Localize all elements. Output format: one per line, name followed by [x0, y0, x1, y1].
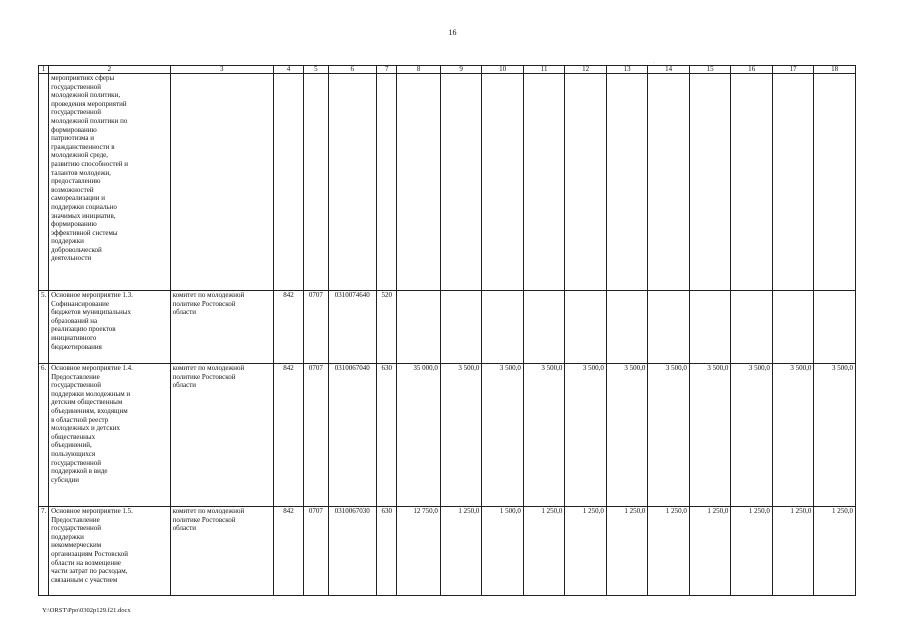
cell-code-section: 0707 [304, 364, 328, 507]
cell-amount: 1 250,0 [731, 507, 773, 596]
cell-executor: комитет по молодежной политике Ростовской области [170, 364, 273, 507]
cell-activity-name: Основное мероприятие 1.4. Предоставление государственной поддержки молодежным и детским общественным объединениям, входящим в областной реестр молодежных и детских общественных объединений, пользующихся государственной поддержкой в виде субсидии [49, 364, 170, 507]
program-table [38, 65, 856, 596]
table-row [39, 507, 856, 596]
column-number-cell: 17 [772, 66, 814, 74]
column-number-cell: 9 [440, 66, 482, 74]
column-number-cell: 7 [377, 66, 397, 74]
cell-row-number: 6. [39, 364, 49, 507]
cell-code-ministry: 842 [273, 364, 303, 507]
cell-amount: 1 250,0 [772, 507, 814, 596]
column-number-cell: 6 [328, 66, 377, 74]
column-number-cell: 15 [689, 66, 731, 74]
column-number-cell: 2 [49, 66, 170, 74]
cell-amount [482, 291, 524, 364]
cell-amount [648, 291, 690, 364]
footer-file-path: Y:\ORST\Ppo\0302p129.f21.docx [42, 607, 131, 614]
cell-amount: 1 250,0 [565, 507, 607, 596]
column-number-cell: 16 [731, 66, 773, 74]
cell-code-expense: 520 [377, 291, 397, 364]
cell-executor: комитет по молодежной политике Ростовской области [170, 507, 273, 596]
cell-amount: 3 500,0 [648, 364, 690, 507]
cell-amount: 3 500,0 [606, 364, 648, 507]
cell-code-target: 0310067040 [328, 364, 377, 507]
column-number-cell: 4 [273, 66, 303, 74]
cell-activity-name: Основное мероприятие 1.5. Предоставление государственной поддержки некоммерческим организациям Ростовской области на возмещение части затрат по расходам, связанным с участием [49, 507, 170, 596]
cell-amount [523, 291, 565, 364]
scan-mark: · [653, 61, 655, 66]
column-number-cell: 10 [482, 66, 524, 74]
cell-code-section: 0707 [304, 291, 328, 364]
cell-amount: 1 250,0 [440, 507, 482, 596]
column-number-cell: 18 [814, 66, 856, 74]
cell-amount: 3 500,0 [440, 364, 482, 507]
cell-amount [731, 291, 773, 364]
cell-row-number: 5. [39, 291, 49, 364]
cell-executor: комитет по молодежной политике Ростовской области [170, 291, 273, 364]
cell-amount [397, 291, 441, 364]
cell-amount: 3 500,0 [689, 364, 731, 507]
column-number-cell: 5 [304, 66, 328, 74]
cell-amount: 3 500,0 [814, 364, 856, 507]
cell-activity-name: Основное мероприятие 1.3. Софинансирование бюджетов муниципальных образований на реализацию проектов инициативного бюджетирования [49, 291, 170, 364]
cell-code-expense: 630 [377, 507, 397, 596]
cell-amount: 1 250,0 [814, 507, 856, 596]
cell-amount: 3 500,0 [523, 364, 565, 507]
cell-amount: 3 500,0 [565, 364, 607, 507]
cell-amount: 3 500,0 [731, 364, 773, 507]
column-number-cell: 11 [523, 66, 565, 74]
column-number-cell: 13 [606, 66, 648, 74]
column-number-cell: 14 [648, 66, 690, 74]
cell-amount [772, 291, 814, 364]
cell-amount: 1 250,0 [523, 507, 565, 596]
cell-code-ministry: 842 [273, 507, 303, 596]
table-row [39, 364, 856, 507]
cell-amount: 35 000,0 [397, 364, 441, 507]
cell-activity-name: мероприятиях сферы государственной молодежной политики, проведения мероприятий государственной молодежной политики по формированию патриотизма и гражданственности в молодежной среде, развитию способностей и талантов молодежи, предоставлению возможностей самореализации и поддержки социально значимых инициатив, формированию эффективной системы поддержки добровольческой деятельности [49, 74, 170, 291]
column-number-cell: 12 [565, 66, 607, 74]
cell-amount [689, 291, 731, 364]
column-number-cell: 1 [39, 66, 49, 74]
cell-code-section: 0707 [304, 507, 328, 596]
cell-code-ministry: 842 [273, 291, 303, 364]
cell-code-target: 0310067030 [328, 507, 377, 596]
column-number-row [39, 66, 856, 74]
cell-amount: 3 500,0 [772, 364, 814, 507]
cell-amount: 1 250,0 [606, 507, 648, 596]
cell-amount [606, 291, 648, 364]
cell-code-target: 0310074640 [328, 291, 377, 364]
cell-amount [814, 291, 856, 364]
cell-amount: 3 500,0 [482, 364, 524, 507]
table-row-continuation [39, 74, 856, 291]
cell-num [39, 74, 49, 291]
cell-row-number: 7. [39, 507, 49, 596]
page-number: 16 [448, 28, 457, 37]
cell-amount [440, 291, 482, 364]
cell-amount: 1 500,0 [482, 507, 524, 596]
cell-amount: 12 750,0 [397, 507, 441, 596]
cell-amount: 1 250,0 [689, 507, 731, 596]
cell-amount: 1 250,0 [648, 507, 690, 596]
cell-code-expense: 630 [377, 364, 397, 507]
column-number-cell: 3 [170, 66, 273, 74]
cell-amount [565, 291, 607, 364]
column-number-cell: 8 [397, 66, 441, 74]
table-row [39, 291, 856, 364]
